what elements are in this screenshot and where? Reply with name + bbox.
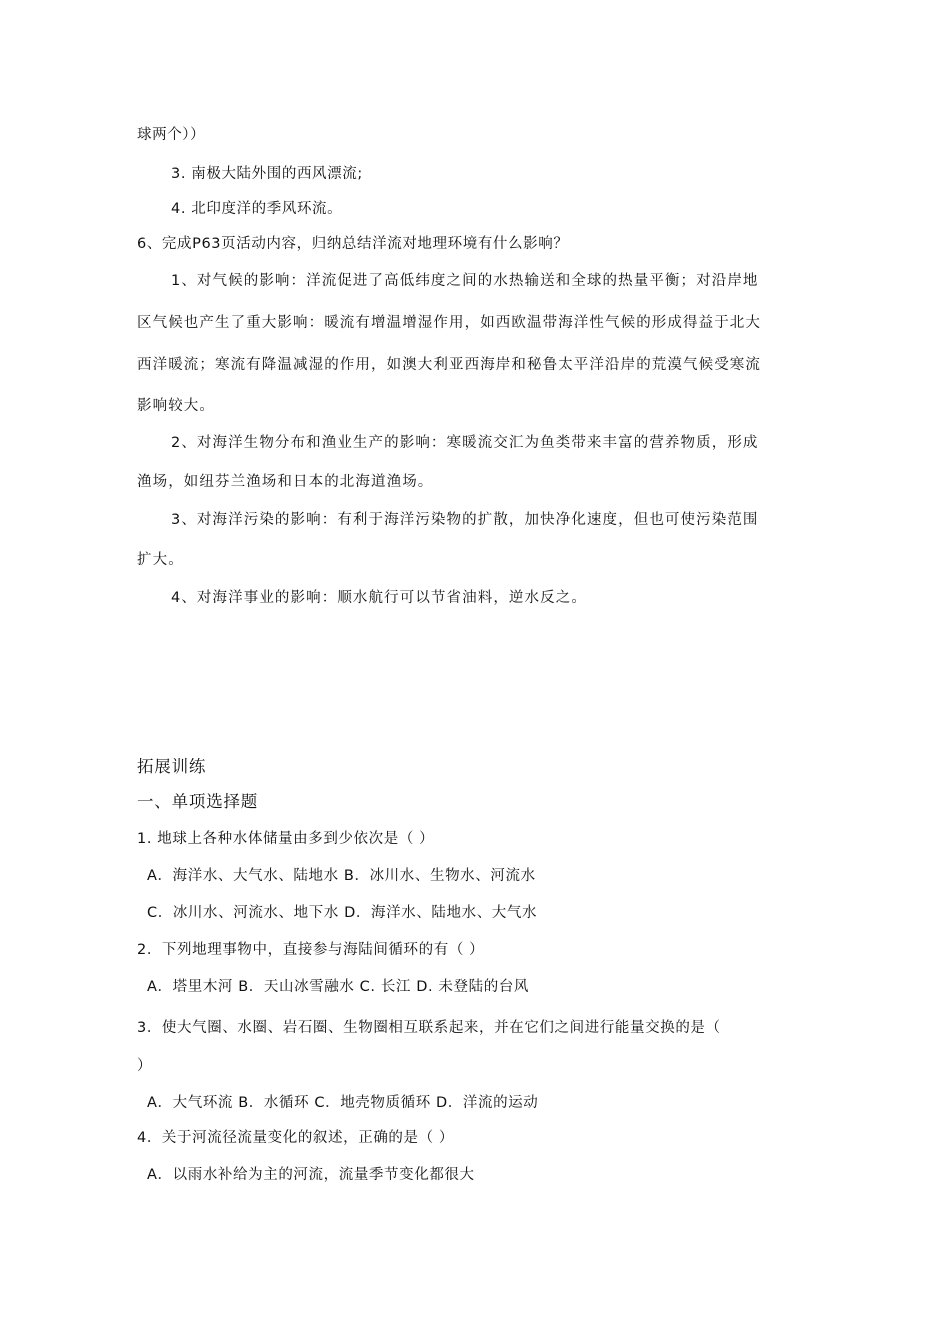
question-3-continued: ） [137,1058,153,1074]
text-line: 球两个）） [137,127,206,143]
paragraph-line: 1、对气候的影响：洋流促进了高低纬度之间的水热输送和全球的热量平衡；对沿岸地 [171,273,759,289]
paragraph-line: 3、对海洋污染的影响：有利于海洋污染物的扩散，加快净化速度，但也可使污染范围 [171,512,759,528]
list-item: 3. 南极大陆外围的西风漂流; [171,166,363,182]
section-title: 拓展训练 [137,757,207,776]
list-item: 4. 北印度洋的季风环流。 [171,201,343,217]
paragraph-line: 2、对海洋生物分布和渔业生产的影响：寒暖流交汇为鱼类带来丰富的营养物质，形成 [171,435,759,451]
question-options: A．塔里木河 B．天山冰雪融水 C. 长江 D. 未登陆的台风 [147,979,530,995]
paragraph-line: 西洋暖流；寒流有降温减湿的作用，如澳大利亚西海岸和秘鲁太平洋沿岸的荒漠气候受寒流 [137,357,761,373]
section-subtitle: 一、单项选择题 [137,792,259,811]
paragraph-line: 渔场，如纽芬兰渔场和日本的北海道渔场。 [137,474,434,490]
question-options: A．大气环流 B．水循环 C．地壳物质循环 D．洋流的运动 [147,1095,539,1111]
question-heading: 6、完成P63页活动内容，归纳总结洋流对地理环境有什么影响？ [137,236,569,252]
question-options: C．冰川水、河流水、地下水 D．海洋水、陆地水、大气水 [147,905,538,921]
question-options: A．海洋水、大气水、陆地水 B．冰川水、生物水、河流水 [147,868,536,884]
paragraph-line: 区气候也产生了重大影响：暖流有增温增湿作用，如西欧温带海洋性气候的形成得益于北大 [137,315,761,331]
question-options: A．以雨水补给为主的河流，流量季节变化都很大 [147,1167,475,1183]
paragraph-line: 影响较大。 [137,398,215,414]
question-4: 4．关于河流径流量变化的叙述，正确的是（ ） [137,1130,455,1146]
paragraph-line: 4、对海洋事业的影响：顺水航行可以节省油料，逆水反之。 [171,590,587,606]
paragraph-line: 扩大。 [137,552,184,568]
question-1: 1. 地球上各种水体储量由多到少依次是（ ） [137,831,435,847]
question-2: 2．下列地理事物中，直接参与海陆间循环的有（ ） [137,942,485,958]
question-3: 3．使大气圈、水圈、岩石圈、生物圈相互联系起来，并在它们之间进行能量交换的是（ [137,1020,721,1036]
